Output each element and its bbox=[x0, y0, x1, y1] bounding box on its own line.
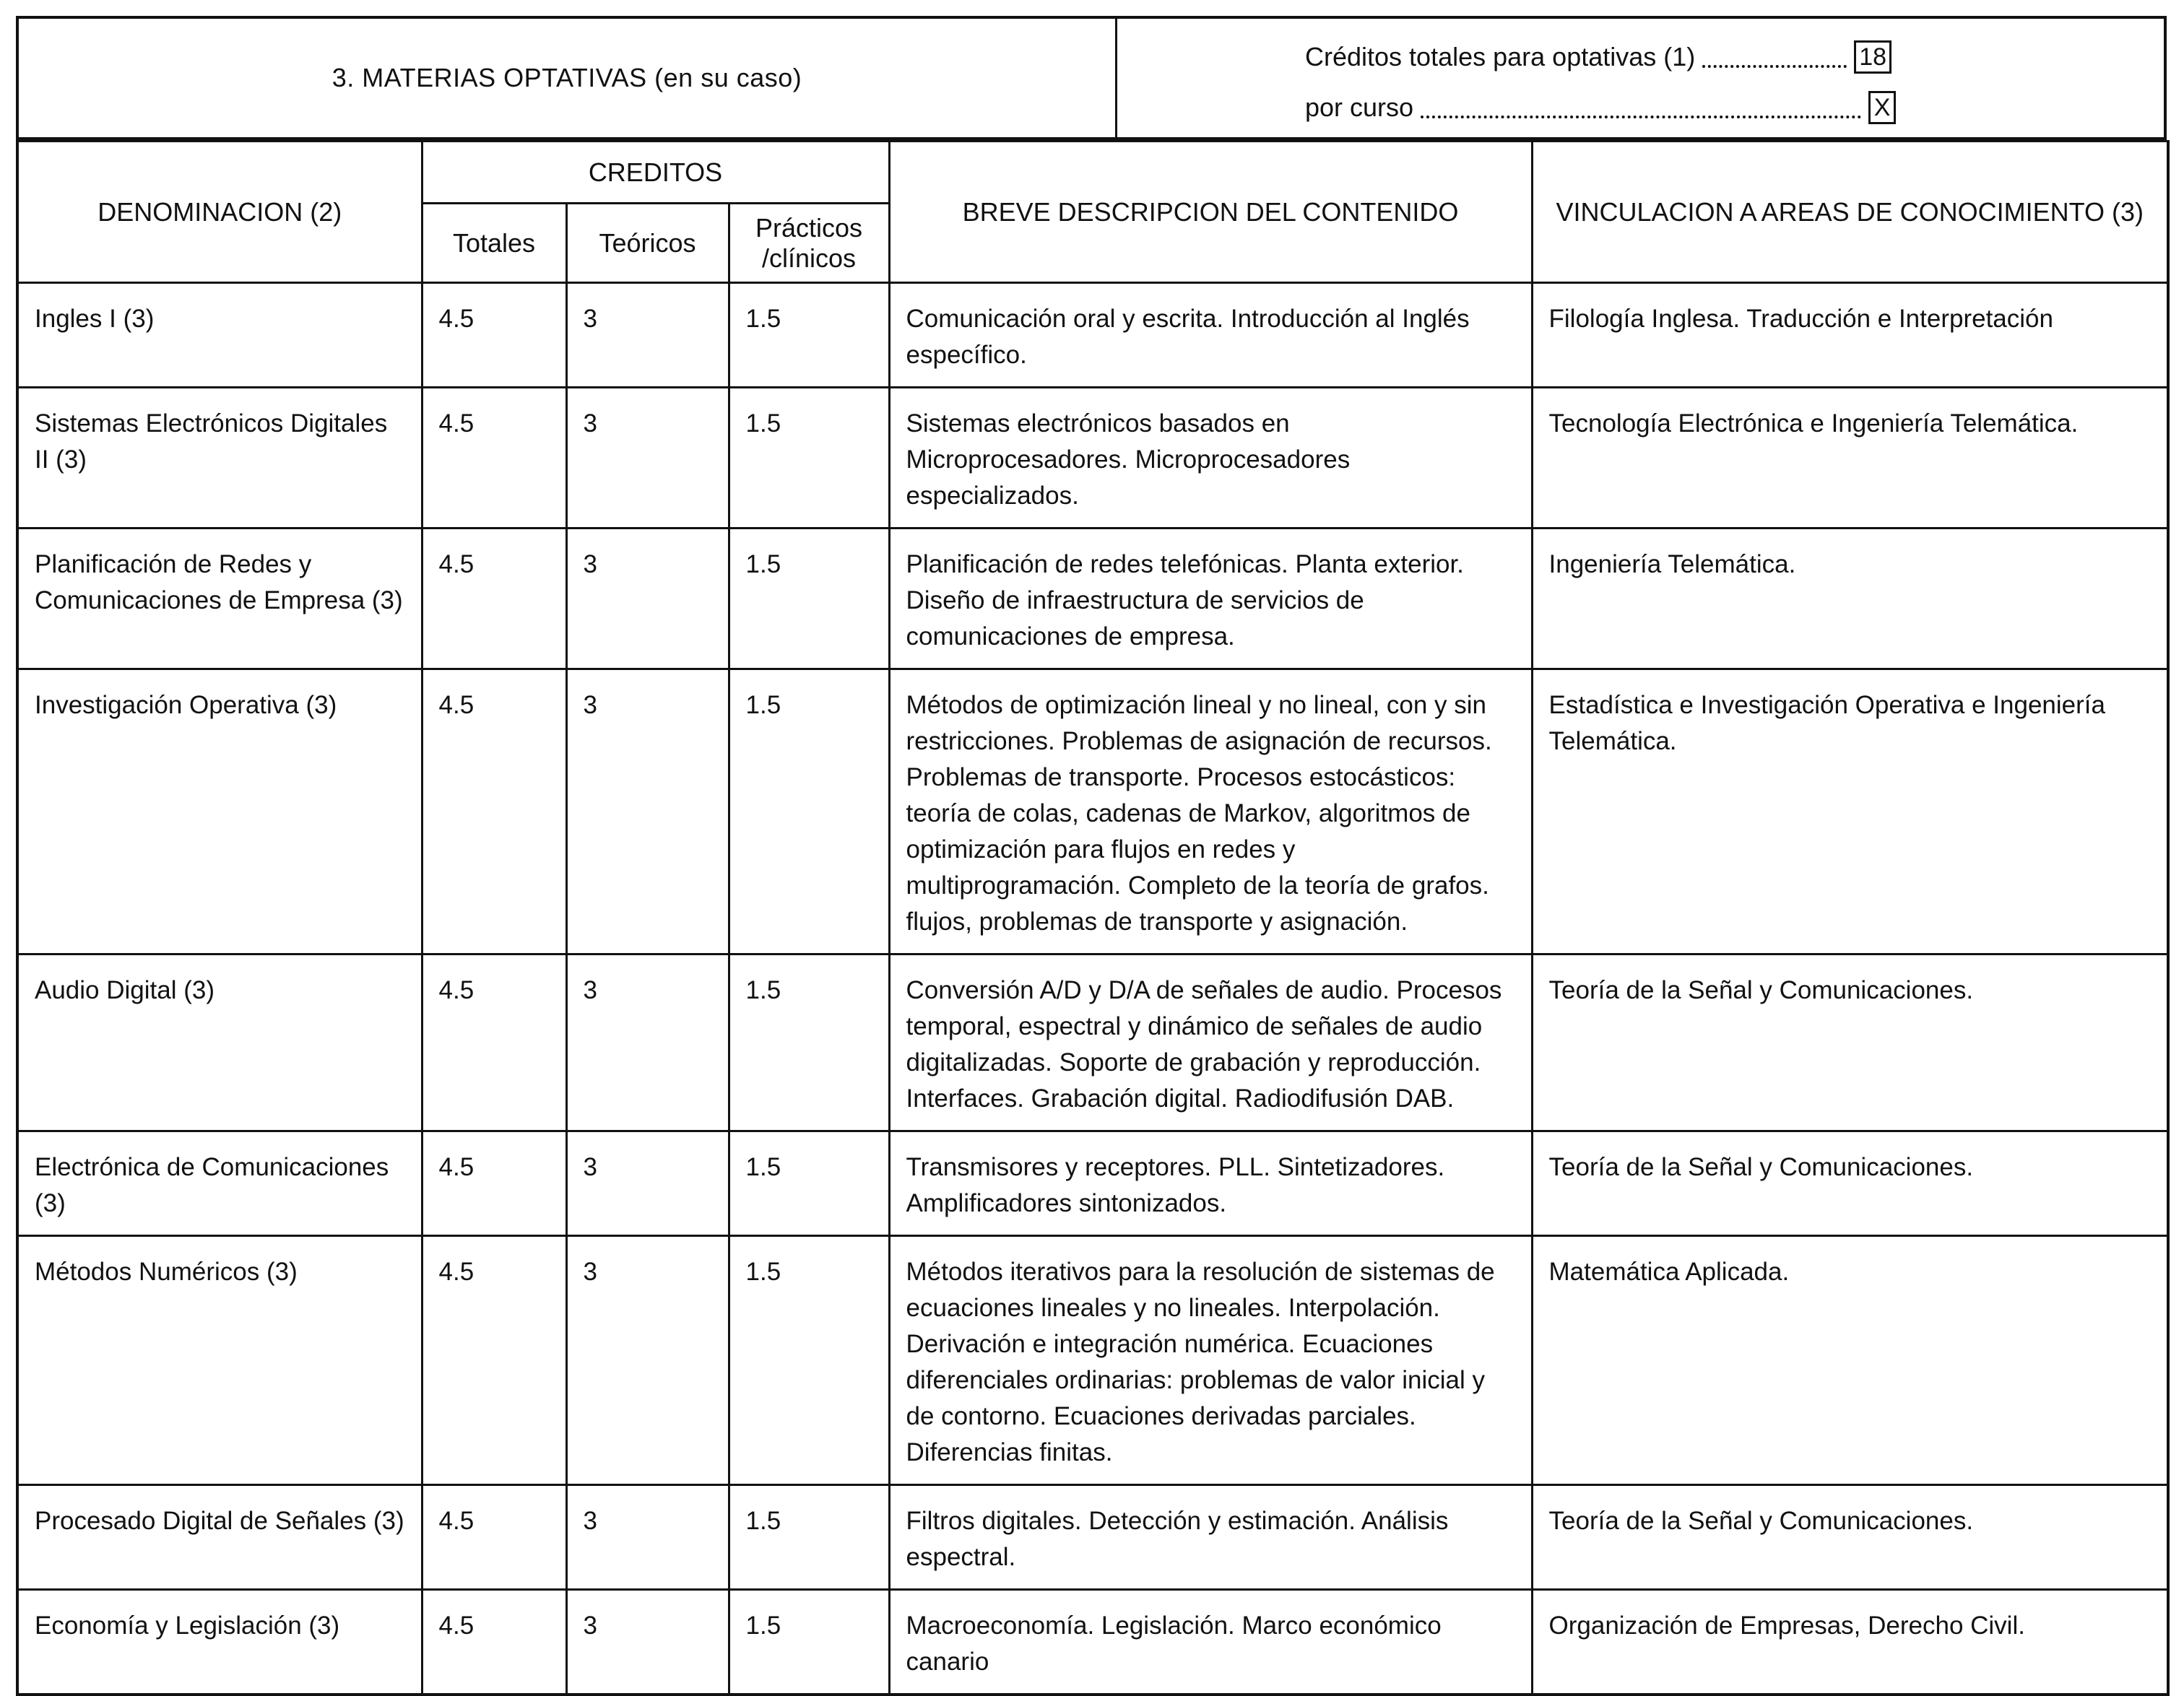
content-description: Métodos iterativos para la resolución de sistemas de ecuaciones lineales y no lineales. Interpolación. Derivación e integración numérica. Ecuaciones diferenciales ordinarias: problemas de valor inicial y de contorno. Ecuaciones derivadas parciales. Diferencias finitas. bbox=[889, 1236, 1532, 1485]
credits-theory: 3 bbox=[566, 529, 729, 669]
credits-theory: 3 bbox=[566, 1485, 729, 1590]
credits-total: 4.5 bbox=[422, 954, 566, 1131]
knowledge-area: Estadística e Investigación Operativa e Ingeniería Telemática. bbox=[1532, 669, 2168, 954]
subject-name: Audio Digital (3) bbox=[17, 954, 422, 1131]
content-description: Sistemas electrónicos basados en Microprocesadores. Microprocesadores especializados. bbox=[889, 388, 1532, 529]
optional-subjects-table bbox=[16, 140, 2170, 1696]
credits-total: 4.5 bbox=[422, 1590, 566, 1695]
credits-practice: 1.5 bbox=[729, 1131, 889, 1236]
credits-practice: 1.5 bbox=[729, 388, 889, 529]
subject-name: Sistemas Electrónicos Digitales II (3) bbox=[17, 388, 422, 529]
table-row bbox=[17, 1131, 2168, 1236]
per-course-value: X bbox=[1868, 91, 1896, 124]
credits-total: 4.5 bbox=[422, 283, 566, 388]
per-course-label: por curso bbox=[1305, 92, 1414, 122]
credits-practice: 1.5 bbox=[729, 1236, 889, 1485]
knowledge-area: Organización de Empresas, Derecho Civil. bbox=[1532, 1590, 2168, 1695]
credits-practice: 1.5 bbox=[729, 529, 889, 669]
credits-practice: 1.5 bbox=[729, 1590, 889, 1695]
table-row bbox=[17, 283, 2168, 388]
table-row bbox=[17, 1485, 2168, 1590]
credits-total: 4.5 bbox=[422, 529, 566, 669]
subject-name: Economía y Legislación (3) bbox=[17, 1590, 422, 1695]
section-header bbox=[16, 16, 2167, 140]
credits-total: 4.5 bbox=[422, 1236, 566, 1485]
total-credits-line bbox=[1305, 32, 2164, 82]
total-credits-value: 18 bbox=[1854, 40, 1892, 74]
table-row bbox=[17, 529, 2168, 669]
content-description: Macroeconomía. Legislación. Marco económico canario bbox=[889, 1590, 1532, 1695]
knowledge-area: Matemática Aplicada. bbox=[1532, 1236, 2168, 1485]
credits-practice: 1.5 bbox=[729, 1485, 889, 1590]
content-description: Conversión A/D y D/A de señales de audio. Procesos temporal, espectral y dinámico de señales de audio digitalizadas. Soporte de grabación y reproducción. Interfaces. Grabación digital. Radiodifusión DAB. bbox=[889, 954, 1532, 1131]
knowledge-area: Tecnología Electrónica e Ingeniería Telemática. bbox=[1532, 388, 2168, 529]
col-header-teoricos: Teóricos bbox=[566, 204, 729, 283]
credits-theory: 3 bbox=[566, 1131, 729, 1236]
table-row bbox=[17, 388, 2168, 529]
credits-theory: 3 bbox=[566, 669, 729, 954]
dotted-leader bbox=[1702, 46, 1847, 68]
credits-theory: 3 bbox=[566, 283, 729, 388]
knowledge-area: Teoría de la Señal y Comunicaciones. bbox=[1532, 954, 2168, 1131]
table-row bbox=[17, 1236, 2168, 1485]
credits-summary bbox=[1117, 19, 2164, 137]
document-sheet bbox=[16, 16, 2167, 1696]
credits-theory: 3 bbox=[566, 1236, 729, 1485]
knowledge-area: Filología Inglesa. Traducción e Interpretación bbox=[1532, 283, 2168, 388]
table-row bbox=[17, 669, 2168, 954]
credits-total: 4.5 bbox=[422, 1131, 566, 1236]
knowledge-area: Teoría de la Señal y Comunicaciones. bbox=[1532, 1485, 2168, 1590]
section-title: 3. MATERIAS OPTATIVAS (en su caso) bbox=[19, 19, 1117, 137]
subject-name: Planificación de Redes y Comunicaciones de Empresa (3) bbox=[17, 529, 422, 669]
credits-practice: 1.5 bbox=[729, 669, 889, 954]
subject-name: Investigación Operativa (3) bbox=[17, 669, 422, 954]
col-header-descripcion: BREVE DESCRIPCION DEL CONTENIDO bbox=[889, 142, 1532, 283]
subject-name: Ingles I (3) bbox=[17, 283, 422, 388]
credits-total: 4.5 bbox=[422, 1485, 566, 1590]
credits-total: 4.5 bbox=[422, 669, 566, 954]
content-description: Comunicación oral y escrita. Introducción al Inglés específico. bbox=[889, 283, 1532, 388]
content-description: Transmisores y receptores. PLL. Sintetizadores. Amplificadores sintonizados. bbox=[889, 1131, 1532, 1236]
col-header-denominacion: DENOMINACION (2) bbox=[17, 142, 422, 283]
credits-theory: 3 bbox=[566, 388, 729, 529]
credits-total: 4.5 bbox=[422, 388, 566, 529]
credits-theory: 3 bbox=[566, 954, 729, 1131]
content-description: Métodos de optimización lineal y no lineal, con y sin restricciones. Problemas de asignación de recursos. Problemas de transporte. Procesos estocásticos: teoría de colas, cadenas de Markov, algoritmos de optimización para flujos en redes y multiprogramación. Completo de la teoría de grafos. flujos, problemas de transporte y asignación. bbox=[889, 669, 1532, 954]
content-description: Filtros digitales. Detección y estimación. Análisis espectral. bbox=[889, 1485, 1532, 1590]
table-row bbox=[17, 1590, 2168, 1695]
content-description: Planificación de redes telefónicas. Planta exterior. Diseño de infraestructura de servicios de comunicaciones de empresa. bbox=[889, 529, 1532, 669]
col-header-practicos: Prácticos /clínicos bbox=[729, 204, 889, 283]
credits-practice: 1.5 bbox=[729, 283, 889, 388]
col-header-creditos: CREDITOS bbox=[422, 142, 889, 204]
per-course-line bbox=[1305, 82, 2164, 133]
knowledge-area: Teoría de la Señal y Comunicaciones. bbox=[1532, 1131, 2168, 1236]
total-credits-label: Créditos totales para optativas (1) bbox=[1305, 42, 1696, 71]
table-row bbox=[17, 954, 2168, 1131]
table-body bbox=[17, 283, 2168, 1695]
dotted-leader bbox=[1421, 97, 1861, 118]
knowledge-area: Ingeniería Telemática. bbox=[1532, 529, 2168, 669]
col-header-totales: Totales bbox=[422, 204, 566, 283]
credits-theory: 3 bbox=[566, 1590, 729, 1695]
subject-name: Electrónica de Comunicaciones (3) bbox=[17, 1131, 422, 1236]
col-header-vinculacion: VINCULACION A AREAS DE CONOCIMIENTO (3) bbox=[1532, 142, 2168, 283]
subject-name: Métodos Numéricos (3) bbox=[17, 1236, 422, 1485]
subject-name: Procesado Digital de Señales (3) bbox=[17, 1485, 422, 1590]
credits-practice: 1.5 bbox=[729, 954, 889, 1131]
